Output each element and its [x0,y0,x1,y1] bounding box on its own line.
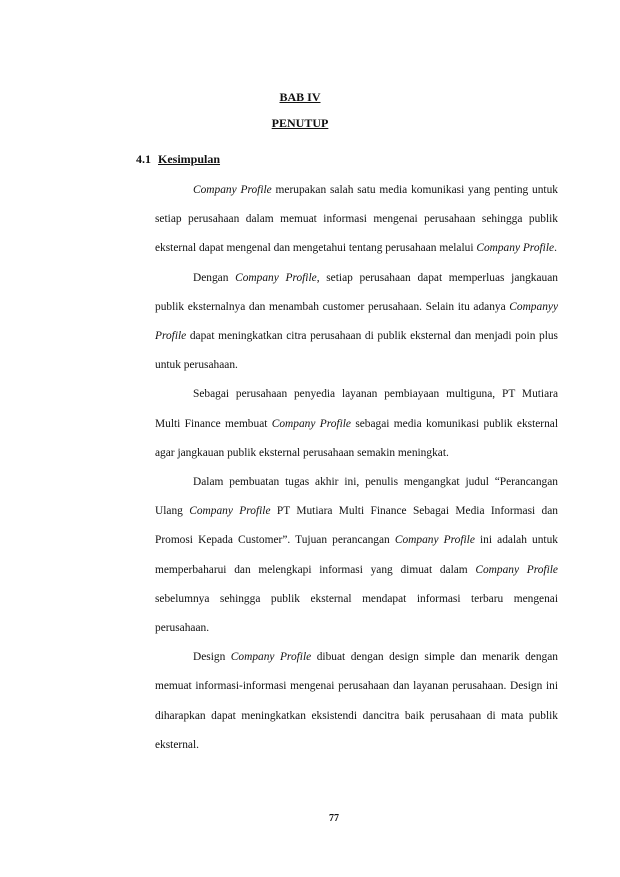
page-number-value: 77 [329,813,339,824]
italic-term: Company Profile [230,651,312,664]
paragraph-text: . [554,242,557,255]
paragraph [155,380,558,468]
paragraph-text: ini adalah untuk memperbaharui dan melengkapi informasi yang dimuat dalam [155,534,558,576]
paragraph [155,264,558,381]
paragraph-text: sebelumnya sehingga publik eksternal mendapat informasi terbaru mengenai perusahaan. [155,592,558,635]
italic-term: Companyy Profile [155,300,558,343]
paragraph-text: dapat meningkatkan citra perusahaan di publik eksternal dan menjadi poin plus untuk perusahaan. [155,330,558,372]
paragraph-text: sebagai media komunikasi publik eksternal agar jangkauan publik eksternal perusahaan semakin meningkat. [155,417,559,459]
paragraph-text: Dalam pembuatan tugas akhir ini, penulis mengangkat judul “Perancangan Ulang [155,476,558,518]
italic-term: Company Profile [235,271,317,284]
paragraph [155,468,558,643]
paragraph [155,643,558,760]
italic-term: Company Profile [193,184,272,196]
paragraph-text: , setiap perusahaan dapat memperluas jangkauan publik eksternalnya dan menambah customer perusahaan. Selain itu adanya [155,271,558,313]
italic-term: Company Profile [394,534,475,547]
body-text [155,176,558,760]
page-number [0,813,620,824]
paragraph-text: PT Mutiara Multi Finance Sebagai Media Informasi dan Promosi Kepada Customer”. Tujuan perancangan [155,505,558,547]
italic-term: Company Profile [476,242,555,255]
section-title: Kesimpulan [158,152,221,166]
paragraph-text: Design [193,651,231,664]
italic-term: Company Profile [189,505,271,518]
chapter-number: BAB IV [279,90,321,104]
chapter-title: PENUTUP [271,116,329,130]
paragraph-text: merupakan salah satu media komunikasi yang penting untuk setiap perusahaan dalam memuat informasi mengenai perusahaan sehingga publik eksternal dapat mengenal dan mengetahui tentang perusahaan melalui [155,184,558,255]
italic-term: Company Profile [271,417,351,430]
paragraph-text: Sebagai perusahaan penyedia layanan pembiayaan multiguna, PT Mutiara Multi Finance membuat [155,388,558,430]
paragraph-text: Dengan [193,271,236,284]
section-number: 4.1 [136,152,151,166]
section-heading [136,152,220,167]
italic-term: Company Profile [475,563,558,576]
paragraph-text: dibuat dengan design simple dan menarik dengan memuat informasi-informasi mengenai perusahaan dan layanan perusahaan. Design ini diharapkan dapat meningkatkan eksistendi dancitra baik perusahaan di mata publik eksternal. [155,651,558,751]
paragraph [155,176,558,264]
